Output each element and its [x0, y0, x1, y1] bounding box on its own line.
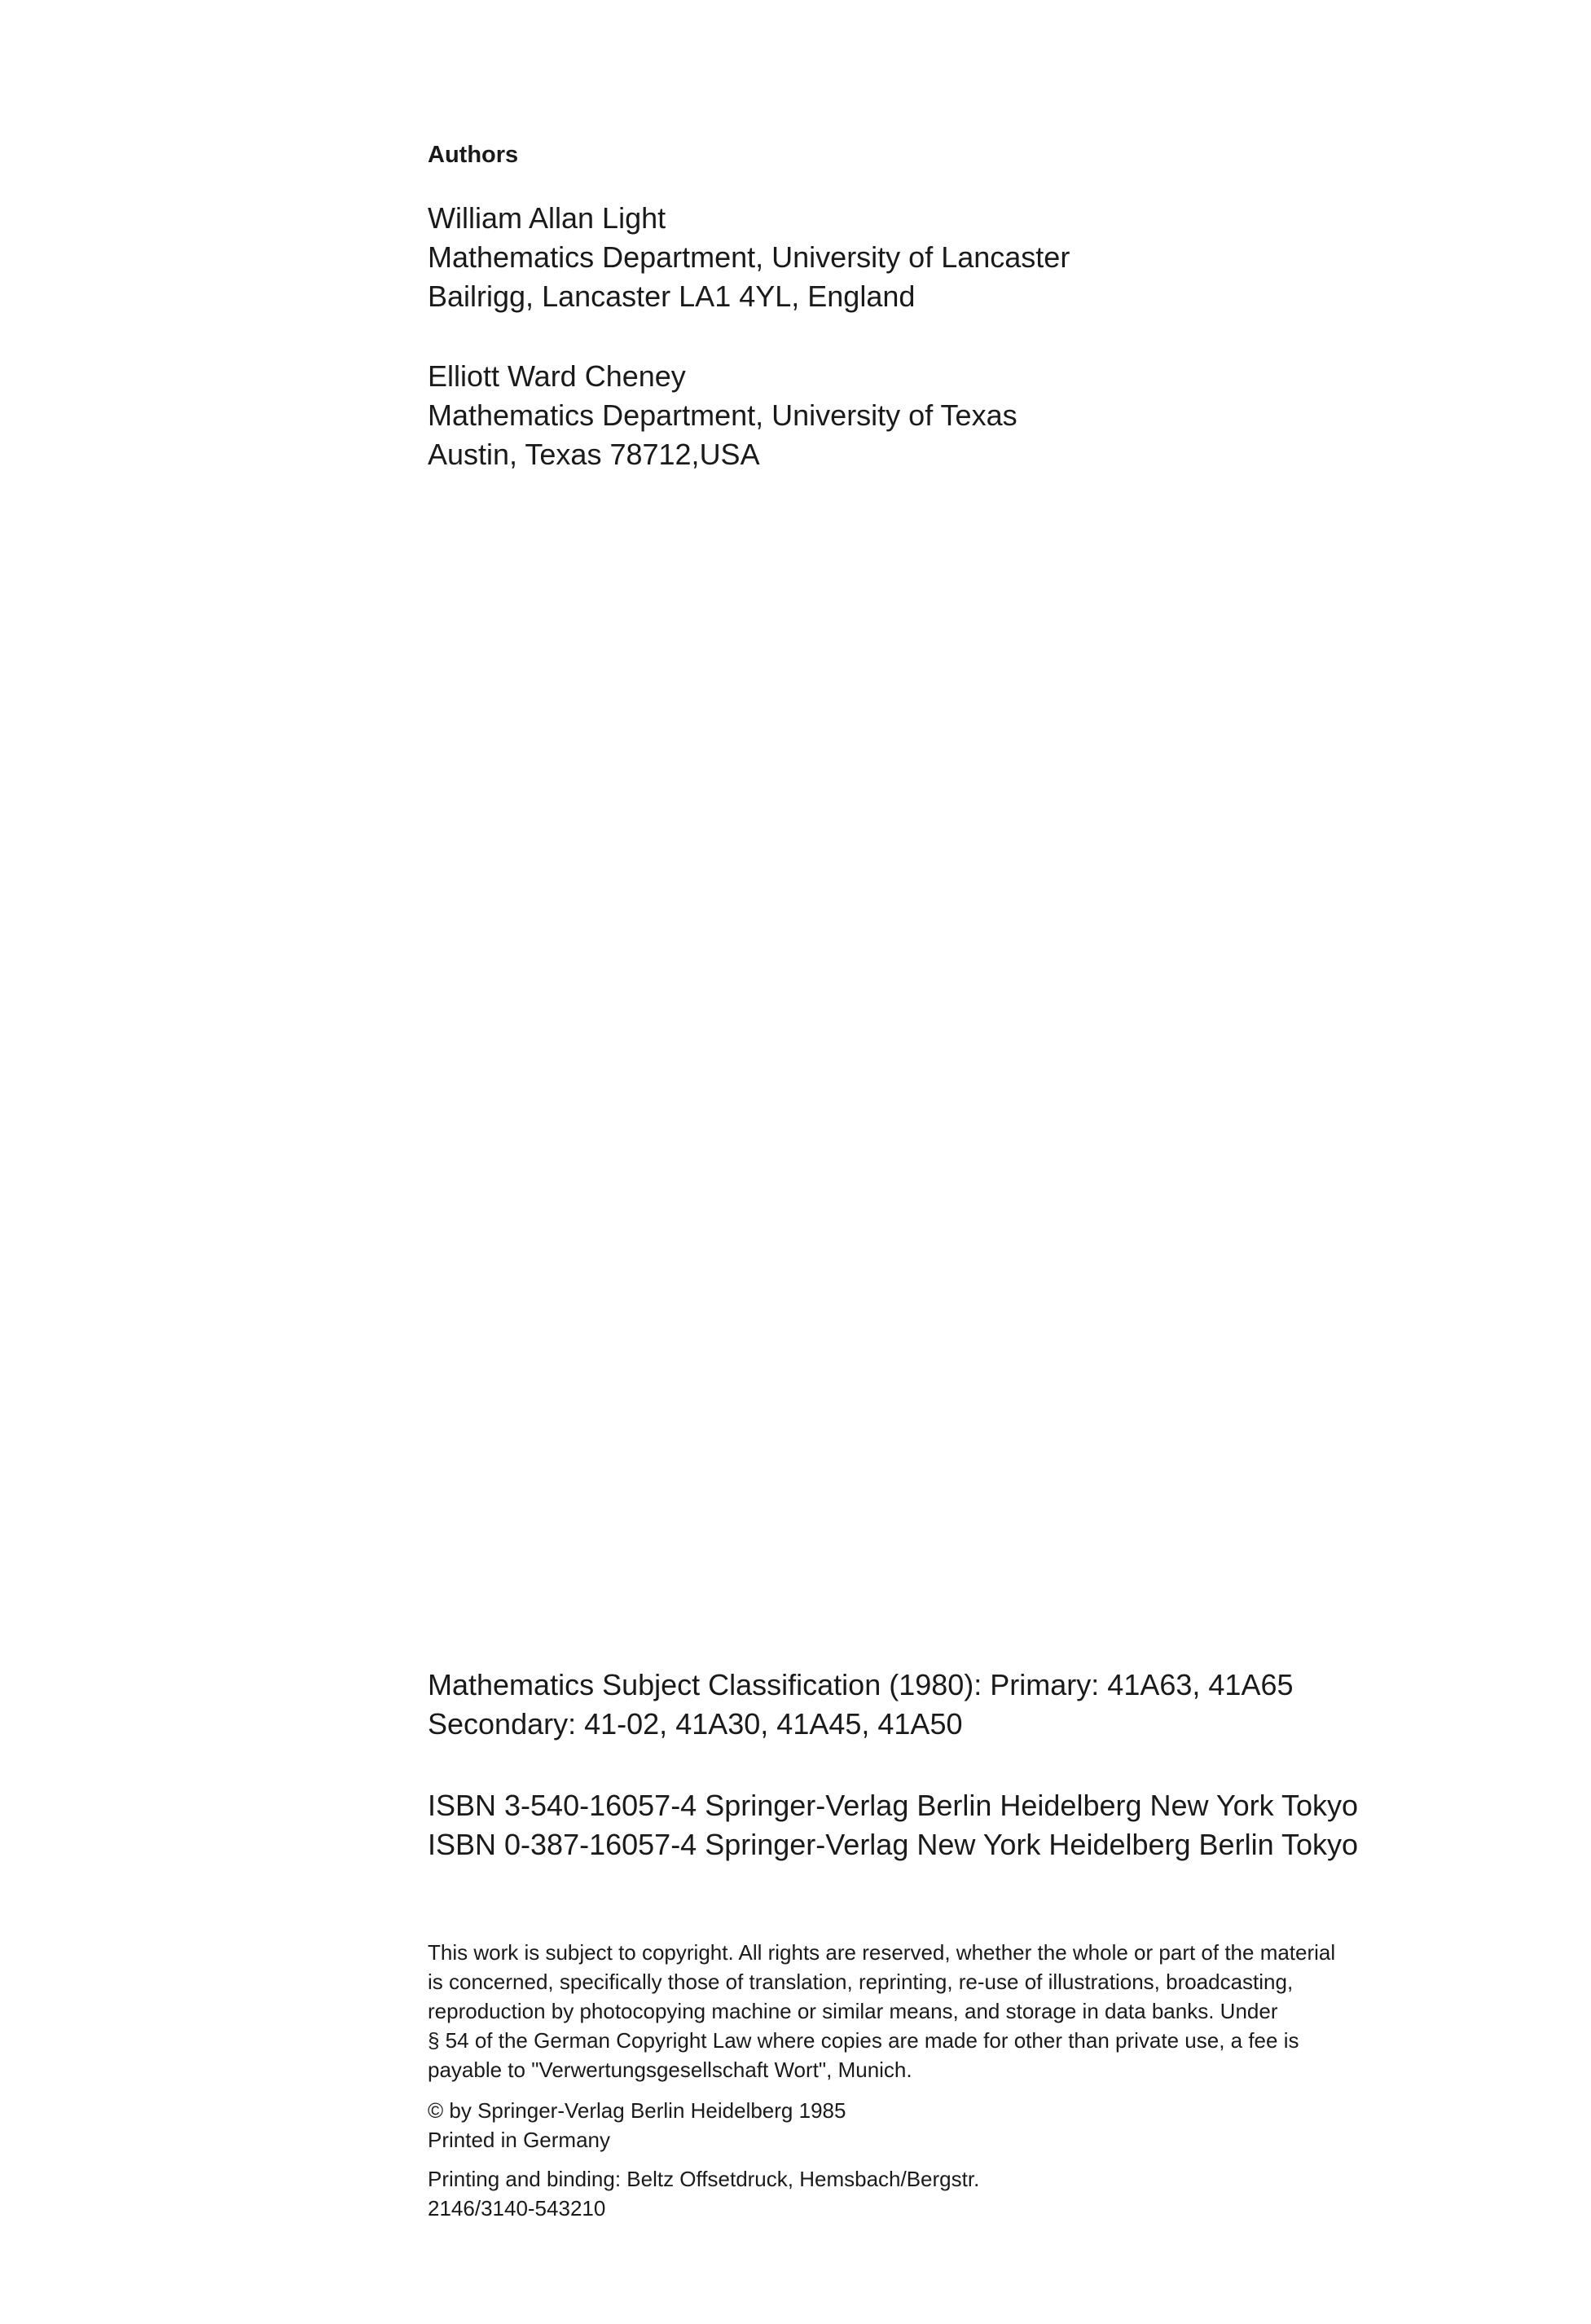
classification-secondary: Secondary: 41-02, 41A30, 41A45, 41A50 [428, 1707, 963, 1741]
author-entry-cheney [428, 357, 1017, 474]
notice-line: reproduction by photocopying machine or similar means, and storage in data banks. Under [428, 1999, 1278, 2023]
author-name: William Allan Light [428, 201, 666, 235]
author-department: Mathematics Department, University of Texas [428, 398, 1017, 432]
author-address: Bailrigg, Lancaster LA1 4YL, England [428, 279, 916, 313]
notice-line: This work is subject to copyright. All rights are reserved, whether the whole or part of the material [428, 1940, 1336, 1965]
author-department: Mathematics Department, University of Lancaster [428, 240, 1070, 274]
printing-info [428, 2164, 979, 2223]
author-entry-light [428, 199, 1070, 316]
classification-primary: Mathematics Subject Classification (1980): Primary: 41A63, 41A65 [428, 1668, 1294, 1701]
authors-heading: Authors [428, 142, 519, 168]
notice-line: payable to "Verwertungsgesellschaft Wort", Munich. [428, 2058, 912, 2082]
notice-line: is concerned, specifically those of translation, reprinting, re-use of illustrations, broadcasting, [428, 1970, 1294, 1994]
author-name: Elliott Ward Cheney [428, 359, 686, 393]
copyright-line: © by Springer-Verlag Berlin Heidelberg 1985 [428, 2098, 846, 2123]
printing-binding-line: Printing and binding: Beltz Offsetdruck, Hemsbach/Bergstr. [428, 2167, 980, 2191]
copyright-statement [428, 2096, 846, 2155]
subject-classification [428, 1666, 1294, 1744]
notice-line: § 54 of the German Copyright Law where copies are made for other than private use, a fee is [428, 2028, 1299, 2053]
copyright-notice [428, 1938, 1479, 2084]
author-address: Austin, Texas 78712,USA [428, 438, 760, 471]
isbn-block [428, 1786, 1358, 1864]
isbn-line: ISBN 0-387-16057-4 Springer-Verlag New York Heidelberg Berlin Tokyo [428, 1828, 1358, 1861]
isbn-line: ISBN 3-540-16057-4 Springer-Verlag Berlin Heidelberg New York Tokyo [428, 1789, 1358, 1822]
print-code-line: 2146/3140-543210 [428, 2196, 606, 2221]
printed-in-line: Printed in Germany [428, 2128, 610, 2152]
